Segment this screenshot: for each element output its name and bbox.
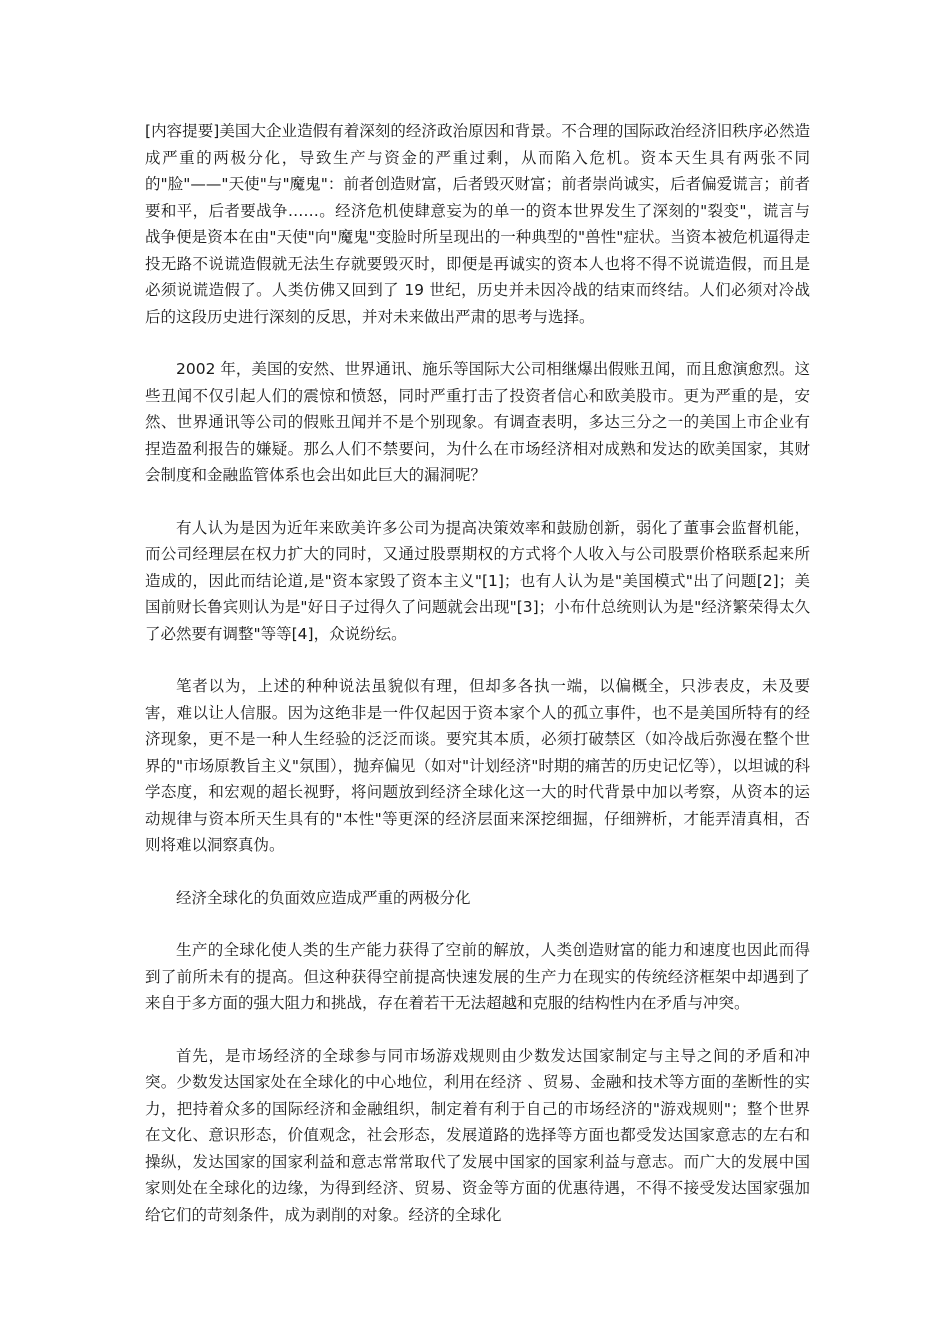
body-paragraph: 有人认为是因为近年来欧美许多公司为提高决策效率和鼓励创新，弱化了董事会监督机能，而公司经理层在权力扩大的同时，又通过股票期权的方式将个人收入与公司股票价格联系起来所造成的，因此而结论道,是"资本家毁了资本主义"[1]；也有人认为是"美国模式"出了问题[2]；美国前财长鲁宾则认为是"好日子过得久了问题就会出现"[3]；小布什总统则认为是"经济繁荣得太久了必然要有调整"等等[4]，众说纷纭。 [145, 518, 810, 643]
body-paragraph: 笔者以为，上述的种种说法虽貌似有理，但却多各执一端，以偏概全，只涉表皮，未及要害，难以让人信服。因为这绝非是一件仅起因于资本家个人的孤立事件，也不是美国所特有的经济现象，更不是一种人生经验的泛泛而谈。要究其本质，必须打破禁区（如冷战后弥漫在整个世界的"市场原教旨主义"氛围），抛弃偏见（如对"计划经济"时期的痛苦的历史记忆等），以坦诚的科学态度，和宏观的超长视野，将问题放到经济全球化这一大的时代背景中加以考察，从资本的运动规律与资本所天生具有的"本性"等更深的经济层面来深挖细掘，仔细辨析，才能弄清真相，否则将难以洞察真伪。 [145, 677, 810, 854]
abstract-paragraph: [内容提要]美国大企业造假有着深刻的经济政治原因和背景。不合理的国际政治经济旧秩序必然造成严重的两极分化，导致生产与资金的严重过剩，从而陷入危机。资本天生具有两张不同的"脸"——"天使"与"魔鬼"：前者创造财富，后者毁灭财富；前者崇尚诚实，后者偏爱谎言；前者要和平，后者要战争……。经济危机使肆意妄为的单一的资本世界发生了深刻的"裂变"，谎言与战争便是资本在由"天使"向"魔鬼"变脸时所呈现出的一种典型的"兽性"症状。当资本被危机逼得走投无路不说谎造假就无法生存就要毁灭时，即便是再诚实的资本人也将不得不说谎造假，而且是必须说谎造假了。人类仿佛又回到了 19 世纪，历史并未因冷战的结束而终结。人们必须对冷战后的这段历史进行深刻的反思，并对未来做出严肃的思考与选择。 [145, 122, 810, 326]
section-heading: 经济全球化的负面效应造成严重的两极分化 [176, 888, 471, 907]
body-paragraph: 2002 年，美国的安然、世界通讯、施乐等国际大公司相继爆出假账丑闻，而且愈演愈烈。这些丑闻不仅引起人们的震惊和愤怒，同时严重打击了投资者信心和欧美股市。更为严重的是，安然、世界通讯等公司的假账丑闻并不是个别现象。有调查表明，多达三分之一的美国上市企业有捏造盈利报告的嫌疑。那么人们不禁要问，为什么在市场经济相对成熟和发达的欧美国家，其财会制度和金融监管体系也会出如此巨大的漏洞呢？ [145, 360, 810, 484]
body-paragraph: 首先，是市场经济的全球参与同市场游戏规则由少数发达国家制定与主导之间的矛盾和冲突。少数发达国家处在全球化的中心地位，利用在经济 、贸易、金融和技术等方面的垄断性的实力，把持着众多的国际经济和金融组织，制定着有利于自己的市场经济的"游戏规则"；整个世界在文化、意识形态，价值观念，社会形态，发展道路的选择等方面也都受发达国家意志的左右和操纵，发达国家的国家利益和意志常常取代了发展中国家的国家利益与意志。而广大的发展中国家则处在全球化的边缘，为得到经济、贸易、资金等方面的优惠待遇，不得不接受发达国家强加给它们的苛刻条件，成为剥削的对象。经济的全球化 [145, 1046, 810, 1224]
body-paragraph: 生产的全球化使人类的生产能力获得了空前的解放，人类创造财富的能力和速度也因此而得到了前所未有的提高。但这种获得空前提高快速发展的生产力在现实的传统经济框架中却遇到了来自于多方面的强大阻力和挑战，存在着若干无法超越和克服的结构性内在矛盾与冲突。 [145, 941, 810, 1012]
document-body [145, 118, 810, 1254]
